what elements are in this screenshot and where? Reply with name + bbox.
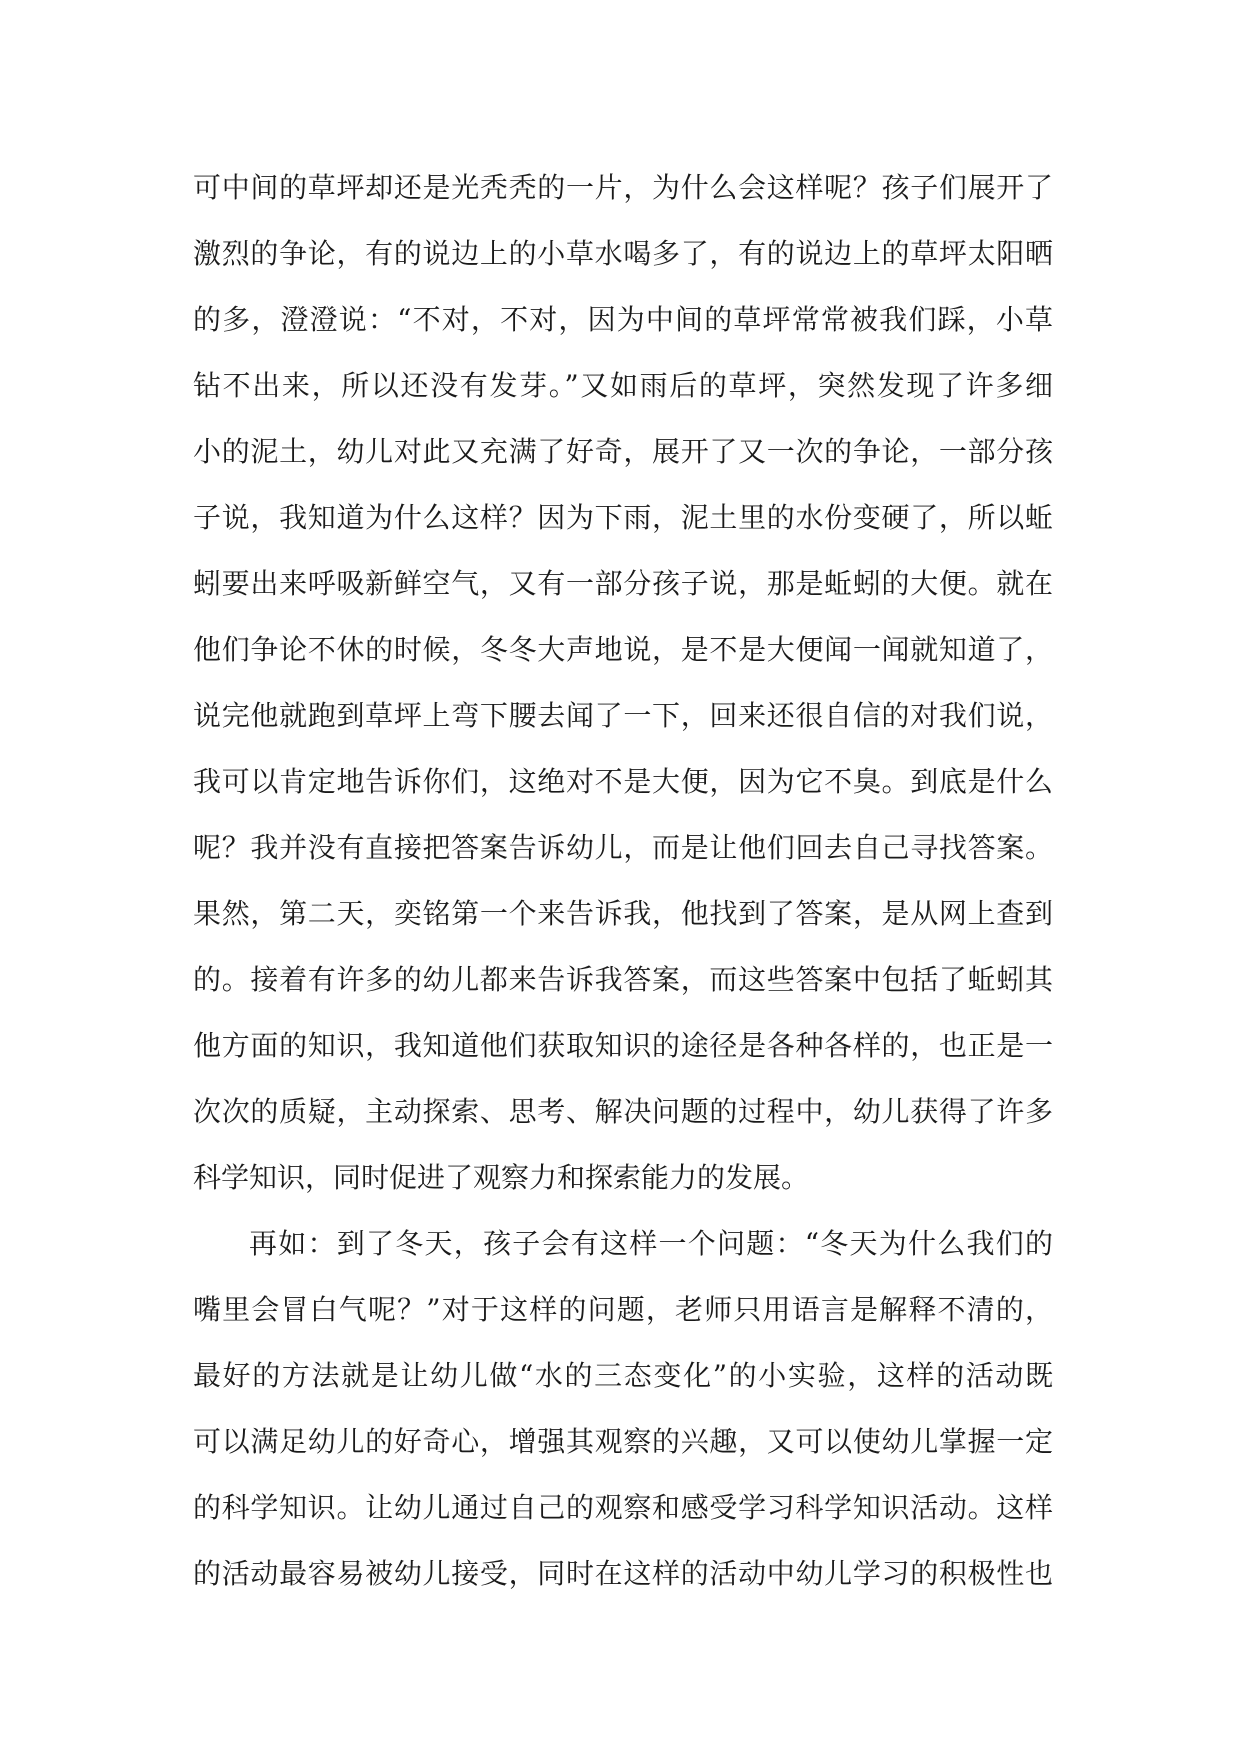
text-line: 蚓要出来呼吸新鲜空气，又有一部分孩子说，那是蚯蚓的大便。就在 xyxy=(193,567,1053,600)
text-line: 呢？我并没有直接把答案告诉幼儿，而是让他们回去自己寻找答案。 xyxy=(193,831,1053,864)
text-line: 小的泥土，幼儿对此又充满了好奇，展开了又一次的争论，一部分孩 xyxy=(193,435,1053,468)
text-line: 他们争论不休的时候，冬冬大声地说，是不是大便闻一闻就知道了， xyxy=(193,633,1053,666)
text-line: 的多，澄澄说：“不对，不对，因为中间的草坪常常被我们踩，小草 xyxy=(193,303,1053,336)
text-line: 次次的质疑，主动探索、思考、解决问题的过程中，幼儿获得了许多 xyxy=(193,1095,1053,1128)
text-line: 钻不出来，所以还没有发芽。”又如雨后的草坪，突然发现了许多细 xyxy=(193,369,1053,402)
text-line: 科学知识，同时促进了观察力和探索能力的发展。 xyxy=(193,1161,810,1194)
paragraph-1 xyxy=(193,155,1053,1211)
text-line: 再如：到了冬天，孩子会有这样一个问题：“冬天为什么我们的 xyxy=(249,1227,1053,1260)
body-text xyxy=(193,155,1053,1607)
text-line: 说完他就跑到草坪上弯下腰去闻了一下，回来还很自信的对我们说， xyxy=(193,699,1053,732)
text-line: 我可以肯定地告诉你们，这绝对不是大便，因为它不臭。到底是什么 xyxy=(193,765,1053,798)
text-line: 的活动最容易被幼儿接受，同时在这样的活动中幼儿学习的积极性也 xyxy=(193,1557,1053,1590)
text-line: 果然，第二天，奕铭第一个来告诉我，他找到了答案，是从网上查到 xyxy=(193,897,1053,930)
text-line: 嘴里会冒白气呢？”对于这样的问题，老师只用语言是解释不清的， xyxy=(193,1293,1053,1326)
text-line: 的科学知识。让幼儿通过自己的观察和感受学习科学知识活动。这样 xyxy=(193,1491,1053,1524)
text-line: 的。接着有许多的幼儿都来告诉我答案，而这些答案中包括了蚯蚓其 xyxy=(193,963,1053,996)
paragraph-2 xyxy=(193,1211,1053,1607)
text-line: 子说，我知道为什么这样？因为下雨，泥土里的水份变硬了，所以蚯 xyxy=(193,501,1053,534)
text-line: 最好的方法就是让幼儿做“水的三态变化”的小实验，这样的活动既 xyxy=(193,1359,1053,1392)
text-line: 激烈的争论，有的说边上的小草水喝多了，有的说边上的草坪太阳晒 xyxy=(193,237,1053,270)
text-line: 可以满足幼儿的好奇心，增强其观察的兴趣，又可以使幼儿掌握一定 xyxy=(193,1425,1053,1458)
text-line: 可中间的草坪却还是光秃秃的一片，为什么会这样呢？孩子们展开了 xyxy=(193,171,1053,204)
text-line: 他方面的知识，我知道他们获取知识的途径是各种各样的，也正是一 xyxy=(193,1029,1053,1062)
